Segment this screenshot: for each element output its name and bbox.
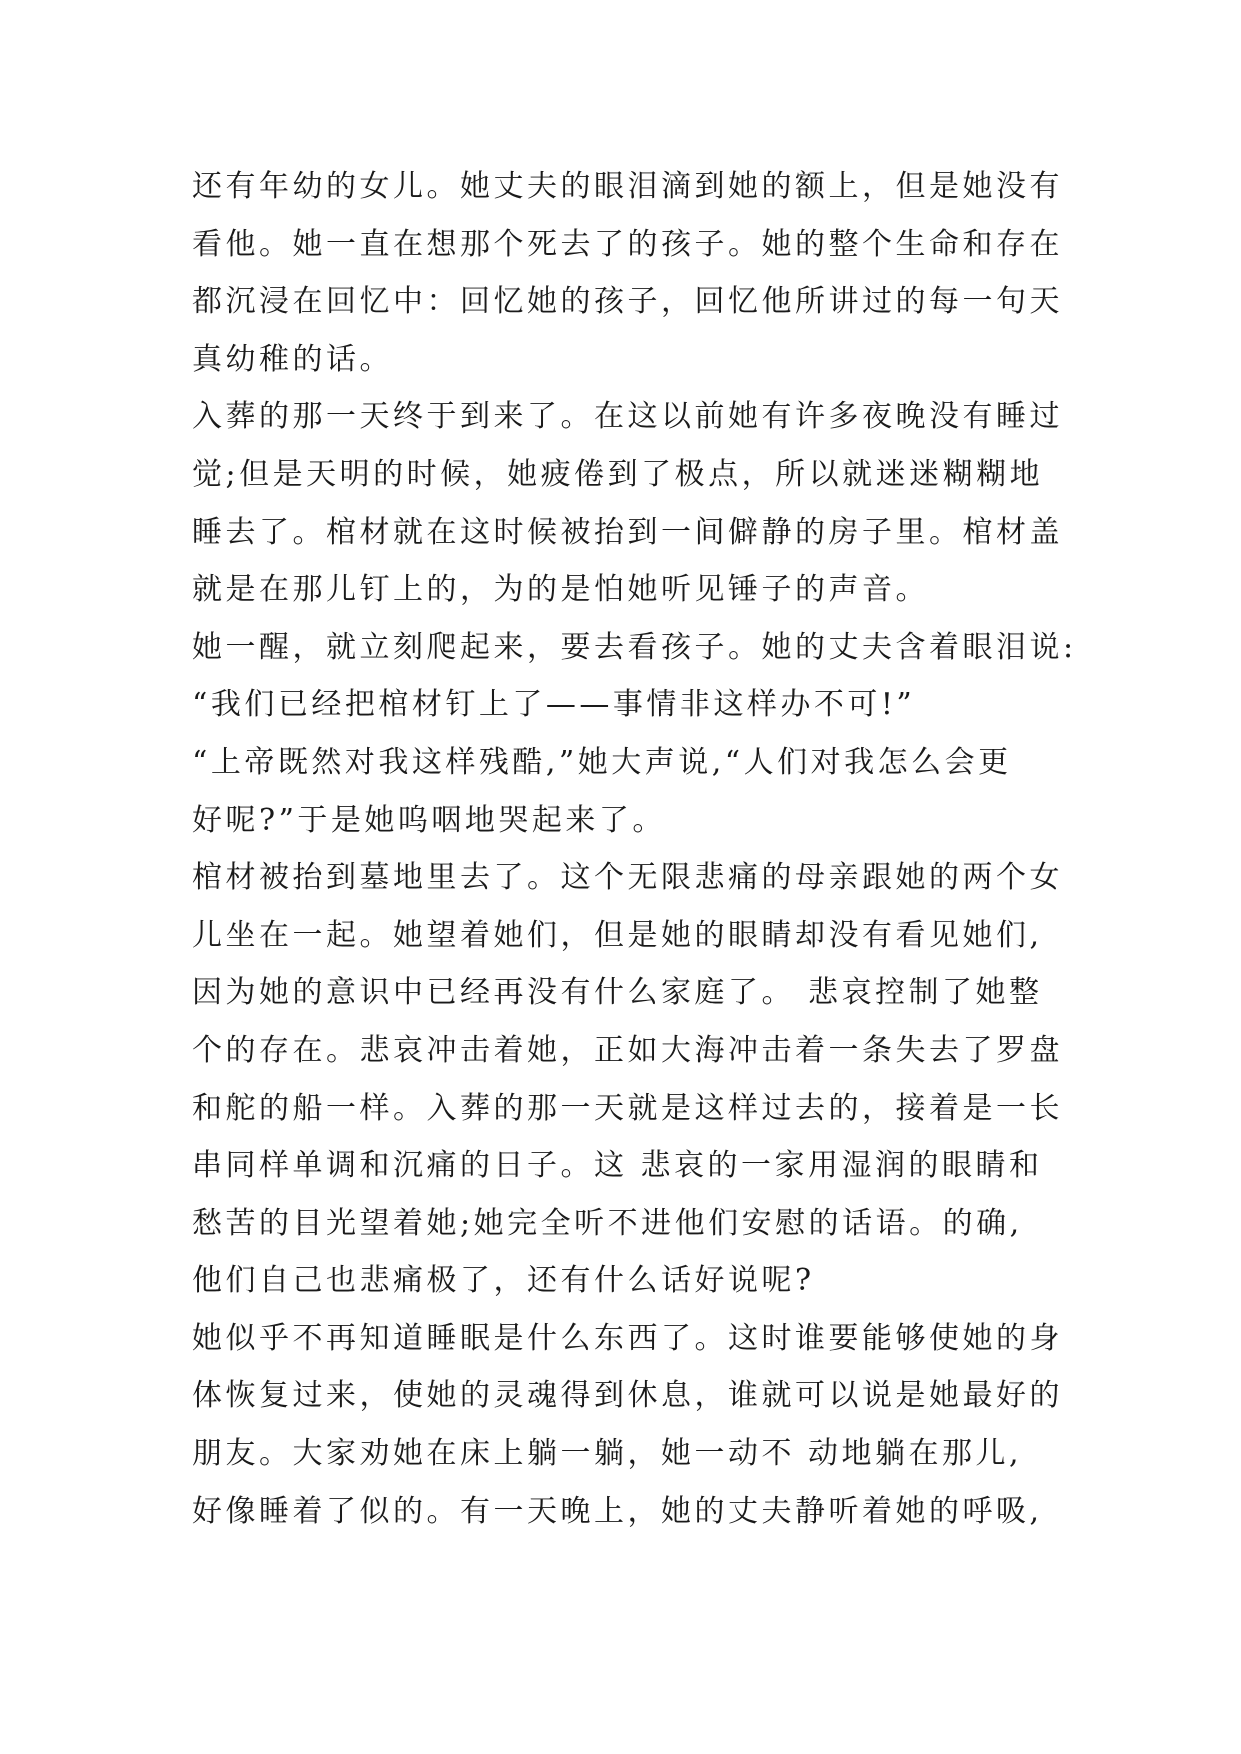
text-line: 都沉浸在回忆中：回忆她的孩子，回忆他所讲过的每一句天 [192,284,1063,320]
text-line: 觉;但是天明的时候，她疲倦到了极点，所以就迷迷糊糊地 [192,456,1044,492]
text-line: 体恢复过来，使她的灵魂得到休息，谁就可以说是她最好的 [192,1378,1063,1414]
text-line: 棺材被抬到墓地里去了。这个无限悲痛的母亲跟她的两个女 [192,860,1063,896]
text-line: 就是在那儿钉上的，为的是怕她听见锤子的声音。 [192,572,929,608]
text-line: 串同样单调和沉痛的日子。这 悲哀的一家用湿润的眼睛和 [192,1148,1043,1184]
text-line: “我们已经把棺材钉上了——事情非这样办不可!” [192,687,916,723]
text-line: 他们自己也悲痛极了，还有什么话好说呢? [192,1263,815,1299]
text-line: 真幼稚的话。 [192,341,393,377]
text-line: 入葬的那一天终于到来了。在这以前她有许多夜晚没有睡过 [192,399,1063,435]
text-line: 愁苦的目光望着她;她完全听不进他们安慰的话语。的确, [192,1205,1023,1241]
text-line: 个的存在。悲哀冲击着她，正如大海冲击着一条失去了罗盘 [192,1032,1063,1068]
text-line: 好呢?”于是她呜咽地哭起来了。 [192,802,666,838]
body-text [192,158,1077,1540]
text-line: 儿坐在一起。她望着她们，但是她的眼睛却没有看见她们, [192,917,1043,953]
text-line: 看他。她一直在想那个死去了的孩子。她的整个生命和存在 [192,226,1063,262]
text-line: 因为她的意识中已经再没有什么家庭了。 悲哀控制了她整 [192,975,1043,1011]
text-line: 还有年幼的女儿。她丈夫的眼泪滴到她的额上，但是她没有 [192,169,1063,204]
text-line: 和舵的船一样。入葬的那一天就是这样过去的，接着是一长 [192,1090,1063,1126]
text-line: 好像睡着了似的。有一天晚上，她的丈夫静听着她的呼吸, [192,1493,1043,1529]
text-line: 她似乎不再知道睡眠是什么东西了。这时谁要能够使她的身 [192,1320,1063,1356]
text-line: 朋友。大家劝她在床上躺一躺，她一动不 动地躺在那儿, [192,1436,1023,1472]
text-line: 睡去了。棺材就在这时候被抬到一间僻静的房子里。棺材盖 [192,514,1063,550]
text-line: 她一醒，就立刻爬起来，要去看孩子。她的丈夫含着眼泪说: [192,629,1077,665]
text-line: “上帝既然对我这样残酷,”她大声说,“人们对我怎么会更 [192,744,1012,780]
